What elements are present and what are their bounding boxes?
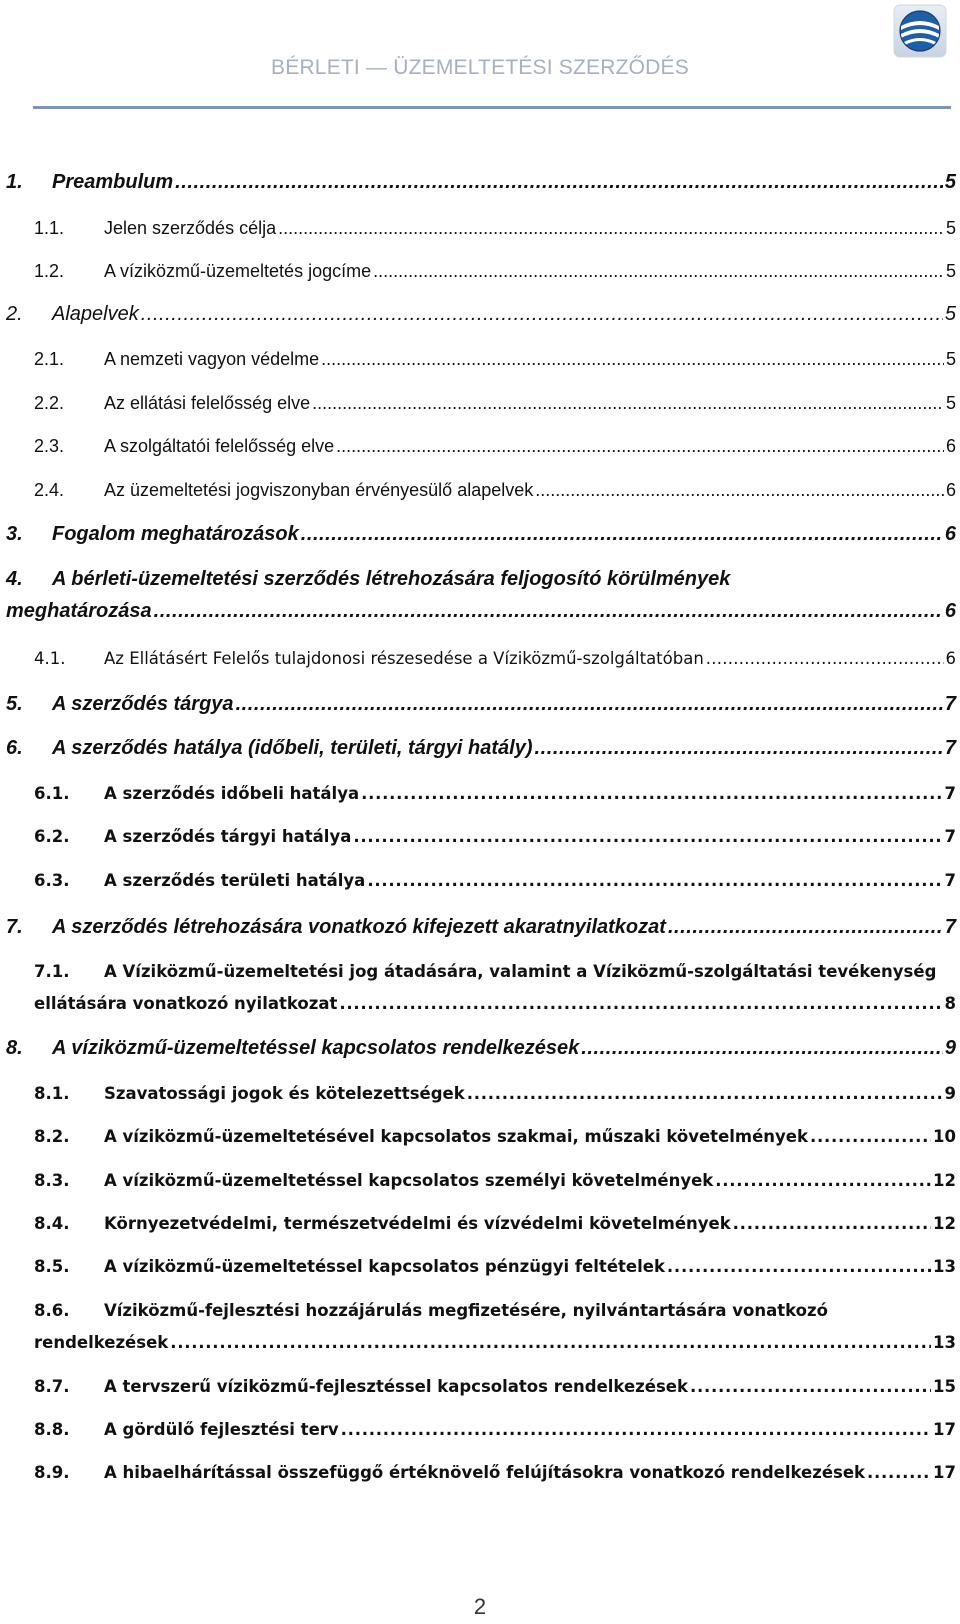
toc-entry-1-1[interactable]: 1.1. Jelen szerződés célja . . . 5 [34, 217, 956, 239]
toc-entry-7-1-line1[interactable]: 7.1. A Víziközmű-üzemeltetési jog átadására, valamint a Víziközmű-szolgáltatási tevékenység [34, 962, 937, 981]
toc-entry-2-1[interactable]: 2.1. A nemzeti vagyon védelme . . . 5 [34, 348, 956, 370]
toc-entry-8-6-line1[interactable]: 8.6. Víziközmű-fejlesztési hozzájárulás megfizetésére, nyilvántartására vonatkozó [34, 1301, 828, 1320]
toc-entry-8-2[interactable]: 8.2. A víziközmű-üzemeltetésével kapcsolatos szakmai, műszaki követelmények . . . 10 [34, 1126, 956, 1148]
toc-entry-6[interactable]: 6. A szerződés hatálya (időbeli, területi, tárgyi hatály) . . . 7 [6, 737, 956, 759]
toc-entry-4-line1[interactable]: 4. A bérleti-üzemeltetési szerződés létrehozására feljogosító körülmények [6, 568, 731, 590]
toc-entry-3[interactable]: 3. Fogalom meghatározások . . . 6 [6, 523, 956, 545]
toc-entry-8-9[interactable]: 8.9. A hibaelhárítással összefüggő értéknövelő felújításokra vonatkozó rendelkezések . . . 17 [34, 1462, 956, 1484]
header-divider [33, 106, 951, 109]
toc-entry-8-4[interactable]: 8.4. Környezetvédelmi, természetvédelmi és vízvédelmi követelmények . . . 12 [34, 1213, 956, 1235]
toc-entry-4-1[interactable]: 4.1. Az Ellátásért Felelős tulajdonosi részesedése a Víziközmű-szolgáltatóban . . . 6 [34, 648, 956, 670]
toc-entry-7-1-line2[interactable]: ellátására vonatkozó nyilatkozat . . . 8 [34, 993, 956, 1015]
toc-entry-5[interactable]: 5. A szerződés tárgya . . . 7 [6, 693, 956, 715]
toc-entry-8[interactable]: 8. A víziközmű-üzemeltetéssel kapcsolatos rendelkezések . . . 9 [6, 1037, 956, 1059]
page-header [0, 0, 960, 110]
toc-entry-2-2[interactable]: 2.2. Az ellátási felelősség elve . . . 5 [34, 392, 956, 414]
toc-entry-2-3[interactable]: 2.3. A szolgáltatói felelősség elve . . . 6 [34, 435, 956, 457]
toc-entry-7[interactable]: 7. A szerződés létrehozására vonatkozó kifejezett akaratnyilatkozat . . . 7 [6, 916, 956, 938]
toc-entry-8-7[interactable]: 8.7. A tervszerű víziközmű-fejlesztéssel kapcsolatos rendelkezések . . . 15 [34, 1376, 956, 1398]
toc-entry-2-4[interactable]: 2.4. Az üzemeltetési jogviszonyban érvényesülő alapelvek . . . 6 [34, 479, 956, 501]
toc-entry-1[interactable]: 1. Preambulum . . . 5 [6, 171, 956, 193]
toc-entry-4-line2[interactable]: meghatározása . . . 6 [6, 600, 956, 622]
toc-entry-8-1[interactable]: 8.1. Szavatossági jogok és kötelezettségek . . . 9 [34, 1083, 956, 1105]
toc-entry-8-6-line2[interactable]: rendelkezések . . . 13 [34, 1332, 956, 1354]
document-title: BÉRLETI — ÜZEMELTETÉSI SZERZŐDÉS [271, 56, 689, 79]
page-number: 2 [473, 1594, 487, 1619]
toc-entry-6-3[interactable]: 6.3. A szerződés területi hatálya . . . 7 [34, 870, 956, 892]
toc-entry-8-8[interactable]: 8.8. A gördülő fejlesztési terv . . . 17 [34, 1419, 956, 1441]
toc-entry-8-5[interactable]: 8.5. A víziközmű-üzemeltetéssel kapcsolatos pénzügyi feltételek . . . 13 [34, 1256, 956, 1278]
toc-entry-8-3[interactable]: 8.3. A víziközmű-üzemeltetéssel kapcsolatos személyi követelmények . . . 12 [34, 1170, 956, 1192]
globe-logo-icon [893, 4, 947, 58]
toc-entry-6-1[interactable]: 6.1. A szerződés időbeli hatálya . . . 7 [34, 783, 956, 805]
toc-entry-6-2[interactable]: 6.2. A szerződés tárgyi hatálya . . . 7 [34, 826, 956, 848]
toc-entry-2[interactable]: 2. Alapelvek . . . 5 [6, 303, 956, 325]
toc-entry-1-2[interactable]: 1.2. A víziközmű-üzemeltetés jogcíme . . . 5 [34, 260, 956, 282]
